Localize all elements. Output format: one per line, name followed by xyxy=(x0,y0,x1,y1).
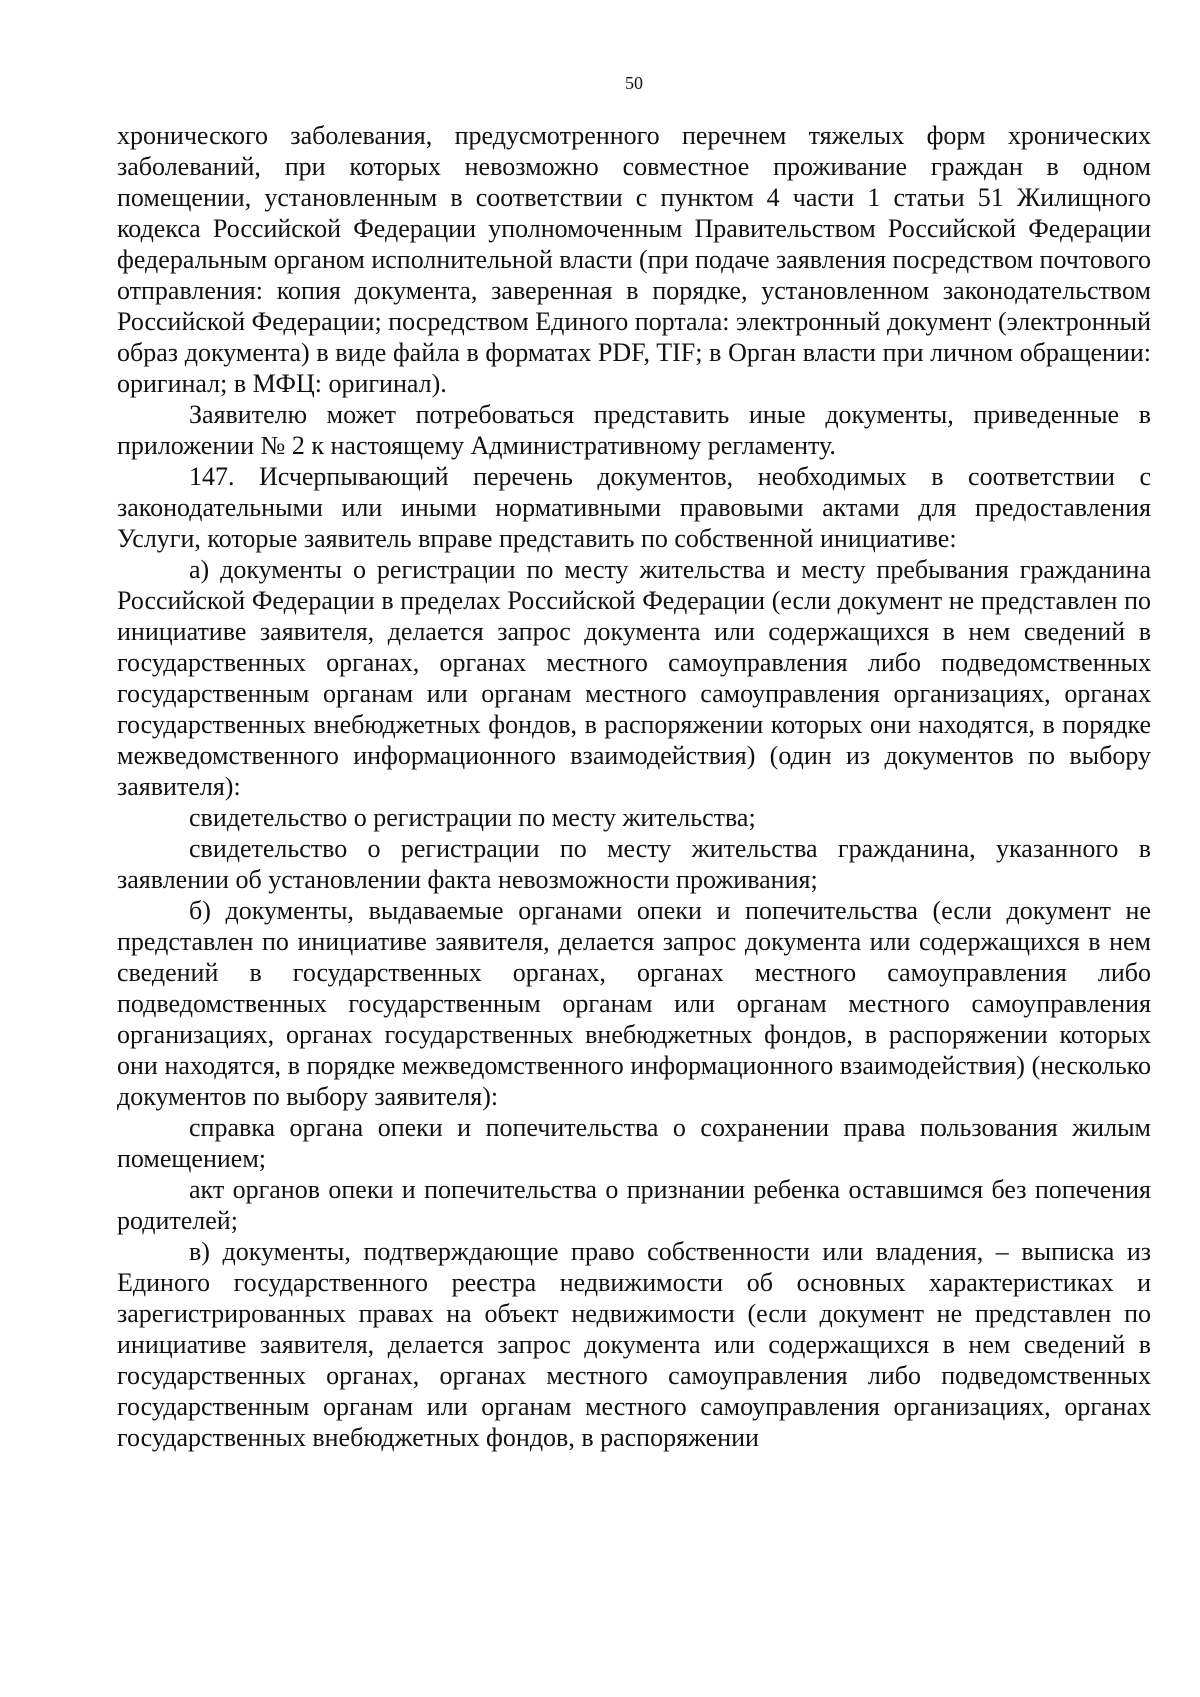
paragraph-additional-documents: Заявителю может потребоваться представить иные документы, приведенные в приложении № 2 к настоящему Административному регламенту. xyxy=(117,400,1151,460)
paragraph-item-a-doc-1: свидетельство о регистрации по месту жительства; xyxy=(189,803,756,832)
page-number: 50 xyxy=(625,73,643,93)
paragraph-item-a-doc-2: свидетельство о регистрации по месту жительства гражданина, указанного в заявлении об установлении факта невозможности проживания; xyxy=(117,834,1151,894)
paragraph-item-b: б) документы, выдаваемые органами опеки и попечительства (если документ не представлен по инициативе заявителя, делается запрос документа или содержащихся в нем сведений в государственных органах, органах местного самоуправления либо подведомственных государственным органам или органам местного самоуправления организациях, органах государственных внебюджетных фондов, в распоряжении которых они находятся, в порядке межведомственного информационного взаимодействия) (несколько документов по выбору заявителя): xyxy=(117,896,1151,1111)
paragraph-continuation: хронического заболевания, предусмотренного перечнем тяжелых форм хронических заболеваний, при которых невозможно совместное проживание граждан в одном помещении, установленным в соответствии с пунктом 4 части 1 статьи 51 Жилищного кодекса Российской Федерации уполномоченным Правительством Российской Федерации федеральным органом исполнительной власти (при подаче заявления посредством почтового отправления: копия документа, заверенная в порядке, установленном законодательством Российской Федерации; посредством Единого портала: электронный документ (электронный образ документа) в виде файла в форматах PDF, TIF; в Орган власти при личном обращении: оригинал; в МФЦ: оригинал). xyxy=(117,121,1151,398)
paragraph-item-c: в) документы, подтверждающие право собственности или владения, – выписка из Единого государственного реестра недвижимости об основных характеристиках и зарегистрированных правах на объект недвижимости (если документ не представлен по инициативе заявителя, делается запрос документа или содержащихся в нем сведений в государственных органах, органах местного самоуправления либо подведомственных государственным органам или органам местного самоуправления организациях, органах государственных внебюджетных фондов, в распоряжении xyxy=(117,1237,1151,1452)
paragraph-item-b-doc-1: справка органа опеки и попечительства о сохранении права пользования жилым помещением; xyxy=(117,1113,1151,1173)
paragraph-item-b-doc-2: акт органов опеки и попечительства о признании ребенка оставшимся без попечения родителей; xyxy=(117,1175,1151,1235)
paragraph-clause-147: 147. Исчерпывающий перечень документов, необходимых в соответствии с законодательными или иными нормативными правовыми актами для предоставления Услуги, которые заявитель вправе представить по собственной инициативе: xyxy=(117,462,1151,553)
document-body xyxy=(117,120,1151,1453)
paragraph-item-a: а) документы о регистрации по месту жительства и месту пребывания гражданина Российской Федерации в пределах Российской Федерации (если документ не представлен по инициативе заявителя, делается запрос документа или содержащихся в нем сведений в государственных органах, органах местного самоуправления либо подведомственных государственным органам или органам местного самоуправления организациях, органах государственных внебюджетных фондов, в распоряжении которых они находятся, в порядке межведомственного информационного взаимодействия) (один из документов по выбору заявителя): xyxy=(117,555,1151,801)
